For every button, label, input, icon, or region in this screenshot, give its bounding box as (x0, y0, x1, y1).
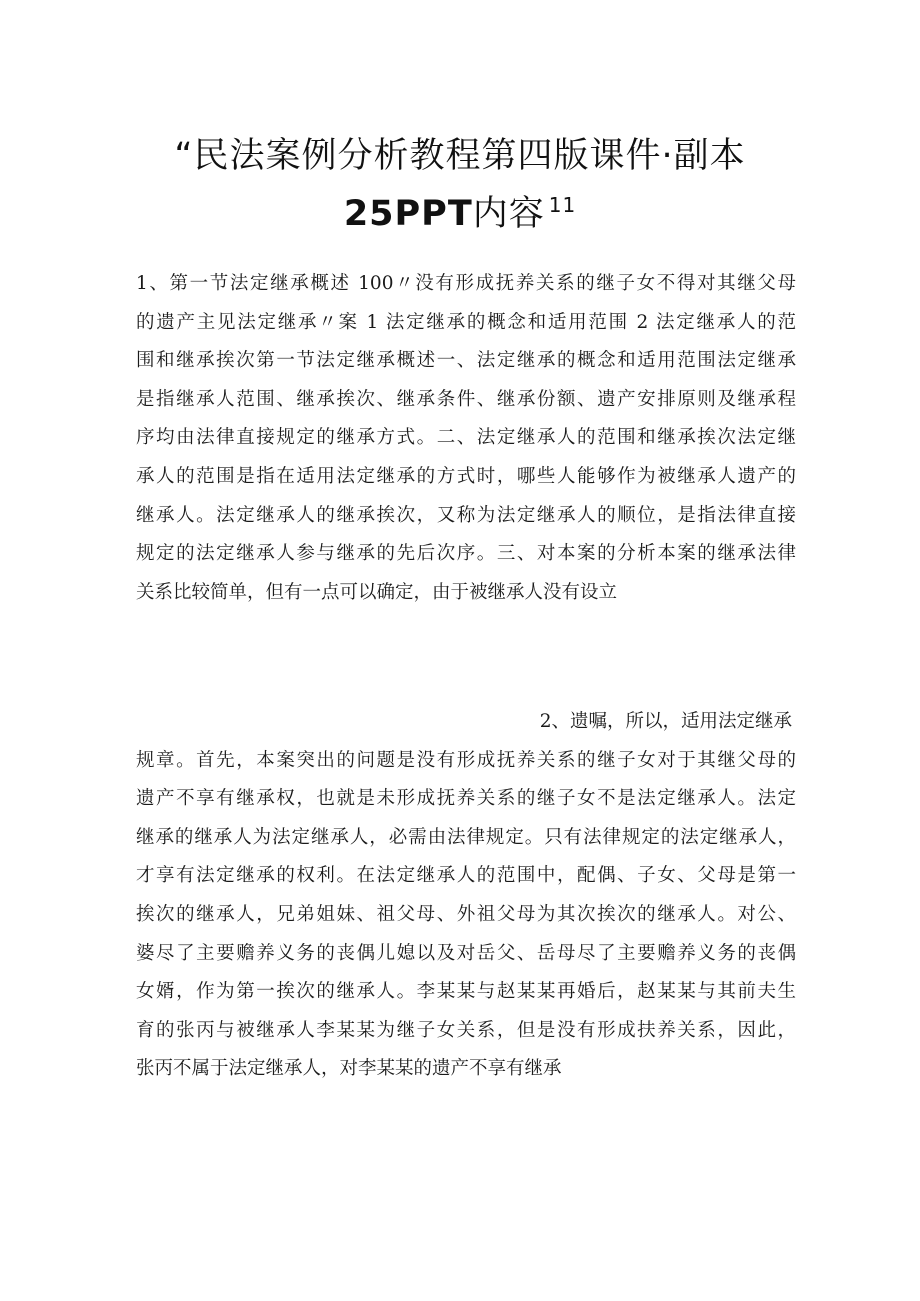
text-line: 关系比较简单，但有一点可以确定，由于被继承人没有设立 (136, 581, 618, 603)
paragraph-1 (136, 265, 796, 612)
text-line: 遗产不享有继承权，也就是未形成抚养关系的继子女不是法定继承人。法定 (136, 788, 796, 810)
text-line: 继承的继承人为法定继承人，必需由法律规定。只有法律规定的法定继承人， (136, 826, 796, 848)
text-line: 的遗产主见法定继承〃案 1 法定继承的概念和适用范围 2 法定继承人的范 (136, 311, 796, 333)
text-line: 育的张丙与被继承人李某某为继子女关系，但是没有形成扶养关系，因此， (136, 1019, 796, 1041)
text-line: 承人的范围是指在适用法定继承的方式时，哪些人能够作为被继承人遗产的 (136, 465, 796, 487)
document-title-line-2 (120, 186, 800, 236)
text-line: 2、遗嘱，所以，适用法定继承 (539, 711, 792, 732)
text-line: 规章。首先，本案突出的问题是没有形成抚养关系的继子女对于其继父母的 (136, 749, 796, 771)
paragraph-2 (136, 703, 796, 1089)
text-line: 婆尽了主要赡养义务的丧偶儿媳以及对岳父、岳母尽了主要赡养义务的丧偶 (136, 942, 796, 964)
text-line: 围和继承挨次第一节法定继承概述一、法定继承的概念和适用范围法定继承 (136, 350, 796, 372)
text-line: 张丙不属于法定继承人，对李某某的遗产不享有继承 (136, 1058, 562, 1080)
text-line: 规定的法定继承人参与继承的先后次序。三、对本案的分析本案的继承法律 (136, 543, 796, 565)
title-rest-text: 内容 (472, 194, 545, 234)
text-line: 序均由法律直接规定的继承方式。二、法定继承人的范围和继承挨次法定继 (136, 427, 796, 449)
text-line: 女婿，作为第一挨次的继承人。李某某与赵某某再婚后，赵某某与其前夫生 (136, 981, 796, 1003)
title-bold-text: 25PPT (343, 194, 473, 234)
title-superscript: 11 (548, 193, 577, 218)
document-title-line-1 (120, 128, 800, 178)
title-text: “民法案例分析教程第四版课件·副本 (174, 136, 746, 176)
text-line: 才享有法定继承的权利。在法定继承人的范围中，配偶、子女、父母是第一 (136, 865, 796, 887)
text-line: 1、第一节法定继承概述 100〃没有形成抚养关系的继子女不得对其继父母 (136, 273, 796, 294)
text-line: 继承人。法定继承人的继承挨次，又称为法定继承人的顺位，是指法律直接 (136, 504, 796, 526)
text-line: 是指继承人范围、继承挨次、继承条件、继承份额、遗产安排原则及继承程 (136, 388, 796, 410)
text-line: 挨次的继承人，兄弟姐妹、祖父母、外祖父母为其次挨次的继承人。对公、 (136, 903, 796, 925)
